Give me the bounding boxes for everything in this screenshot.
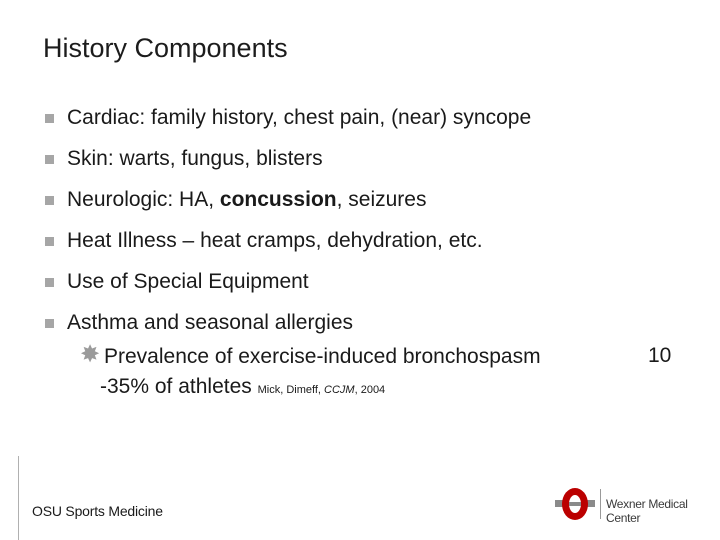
bullet-text — [67, 186, 426, 214]
sub-bullet-line — [82, 343, 541, 371]
sub-bullet-text-2: -35% of athletes — [100, 375, 252, 398]
bullet-neurologic — [45, 186, 685, 227]
sub-bullet — [82, 343, 541, 404]
citation-journal: CCJM — [324, 384, 355, 396]
citation — [258, 384, 386, 396]
bullet-special-equipment — [45, 268, 685, 309]
square-bullet-icon — [45, 237, 54, 246]
bullet-cardiac — [45, 104, 685, 145]
square-bullet-icon — [45, 155, 54, 164]
bullet-text-post: , seizures — [336, 188, 427, 211]
footer-center-name: Wexner Medical Center — [606, 497, 688, 525]
footer-logo-divider — [600, 489, 601, 519]
bullet-text-pre: Neurologic: HA, — [67, 188, 220, 211]
bullet-text: Use of Special Equipment — [67, 270, 309, 293]
square-bullet-icon — [45, 278, 54, 287]
bullet-text: Cardiac: family history, chest pain, (near) syncope — [67, 106, 532, 129]
citation-year: , 2004 — [354, 384, 386, 396]
footer-department: OSU Sports Medicine — [32, 503, 163, 519]
logo-center-bar — [569, 502, 581, 506]
bullet-heat-illness — [45, 227, 685, 268]
square-bullet-icon — [45, 319, 54, 328]
ohio-state-logo-icon — [555, 486, 595, 522]
bullet-text: Heat Illness – heat cramps, dehydration, etc. — [67, 229, 483, 252]
square-bullet-icon — [45, 114, 54, 123]
bullet-skin — [45, 145, 685, 186]
divider — [18, 456, 19, 540]
slide-title: History Components — [43, 33, 288, 63]
page-number: 10 — [648, 344, 672, 367]
citation-authors: Mick, Dimeff, — [257, 384, 325, 396]
bullet-text-bold: concussion — [219, 188, 337, 211]
sub-bullet-line-2 — [100, 373, 559, 404]
bullet-list — [45, 104, 685, 350]
bullet-text: Asthma and seasonal allergies — [67, 311, 354, 334]
bullet-text: Skin: warts, fungus, blisters — [67, 147, 323, 170]
starburst-bullet-icon: ✸ — [80, 341, 101, 368]
square-bullet-icon — [45, 196, 54, 205]
sub-bullet-text: Prevalence of exercise-induced bronchospasm — [104, 345, 541, 368]
